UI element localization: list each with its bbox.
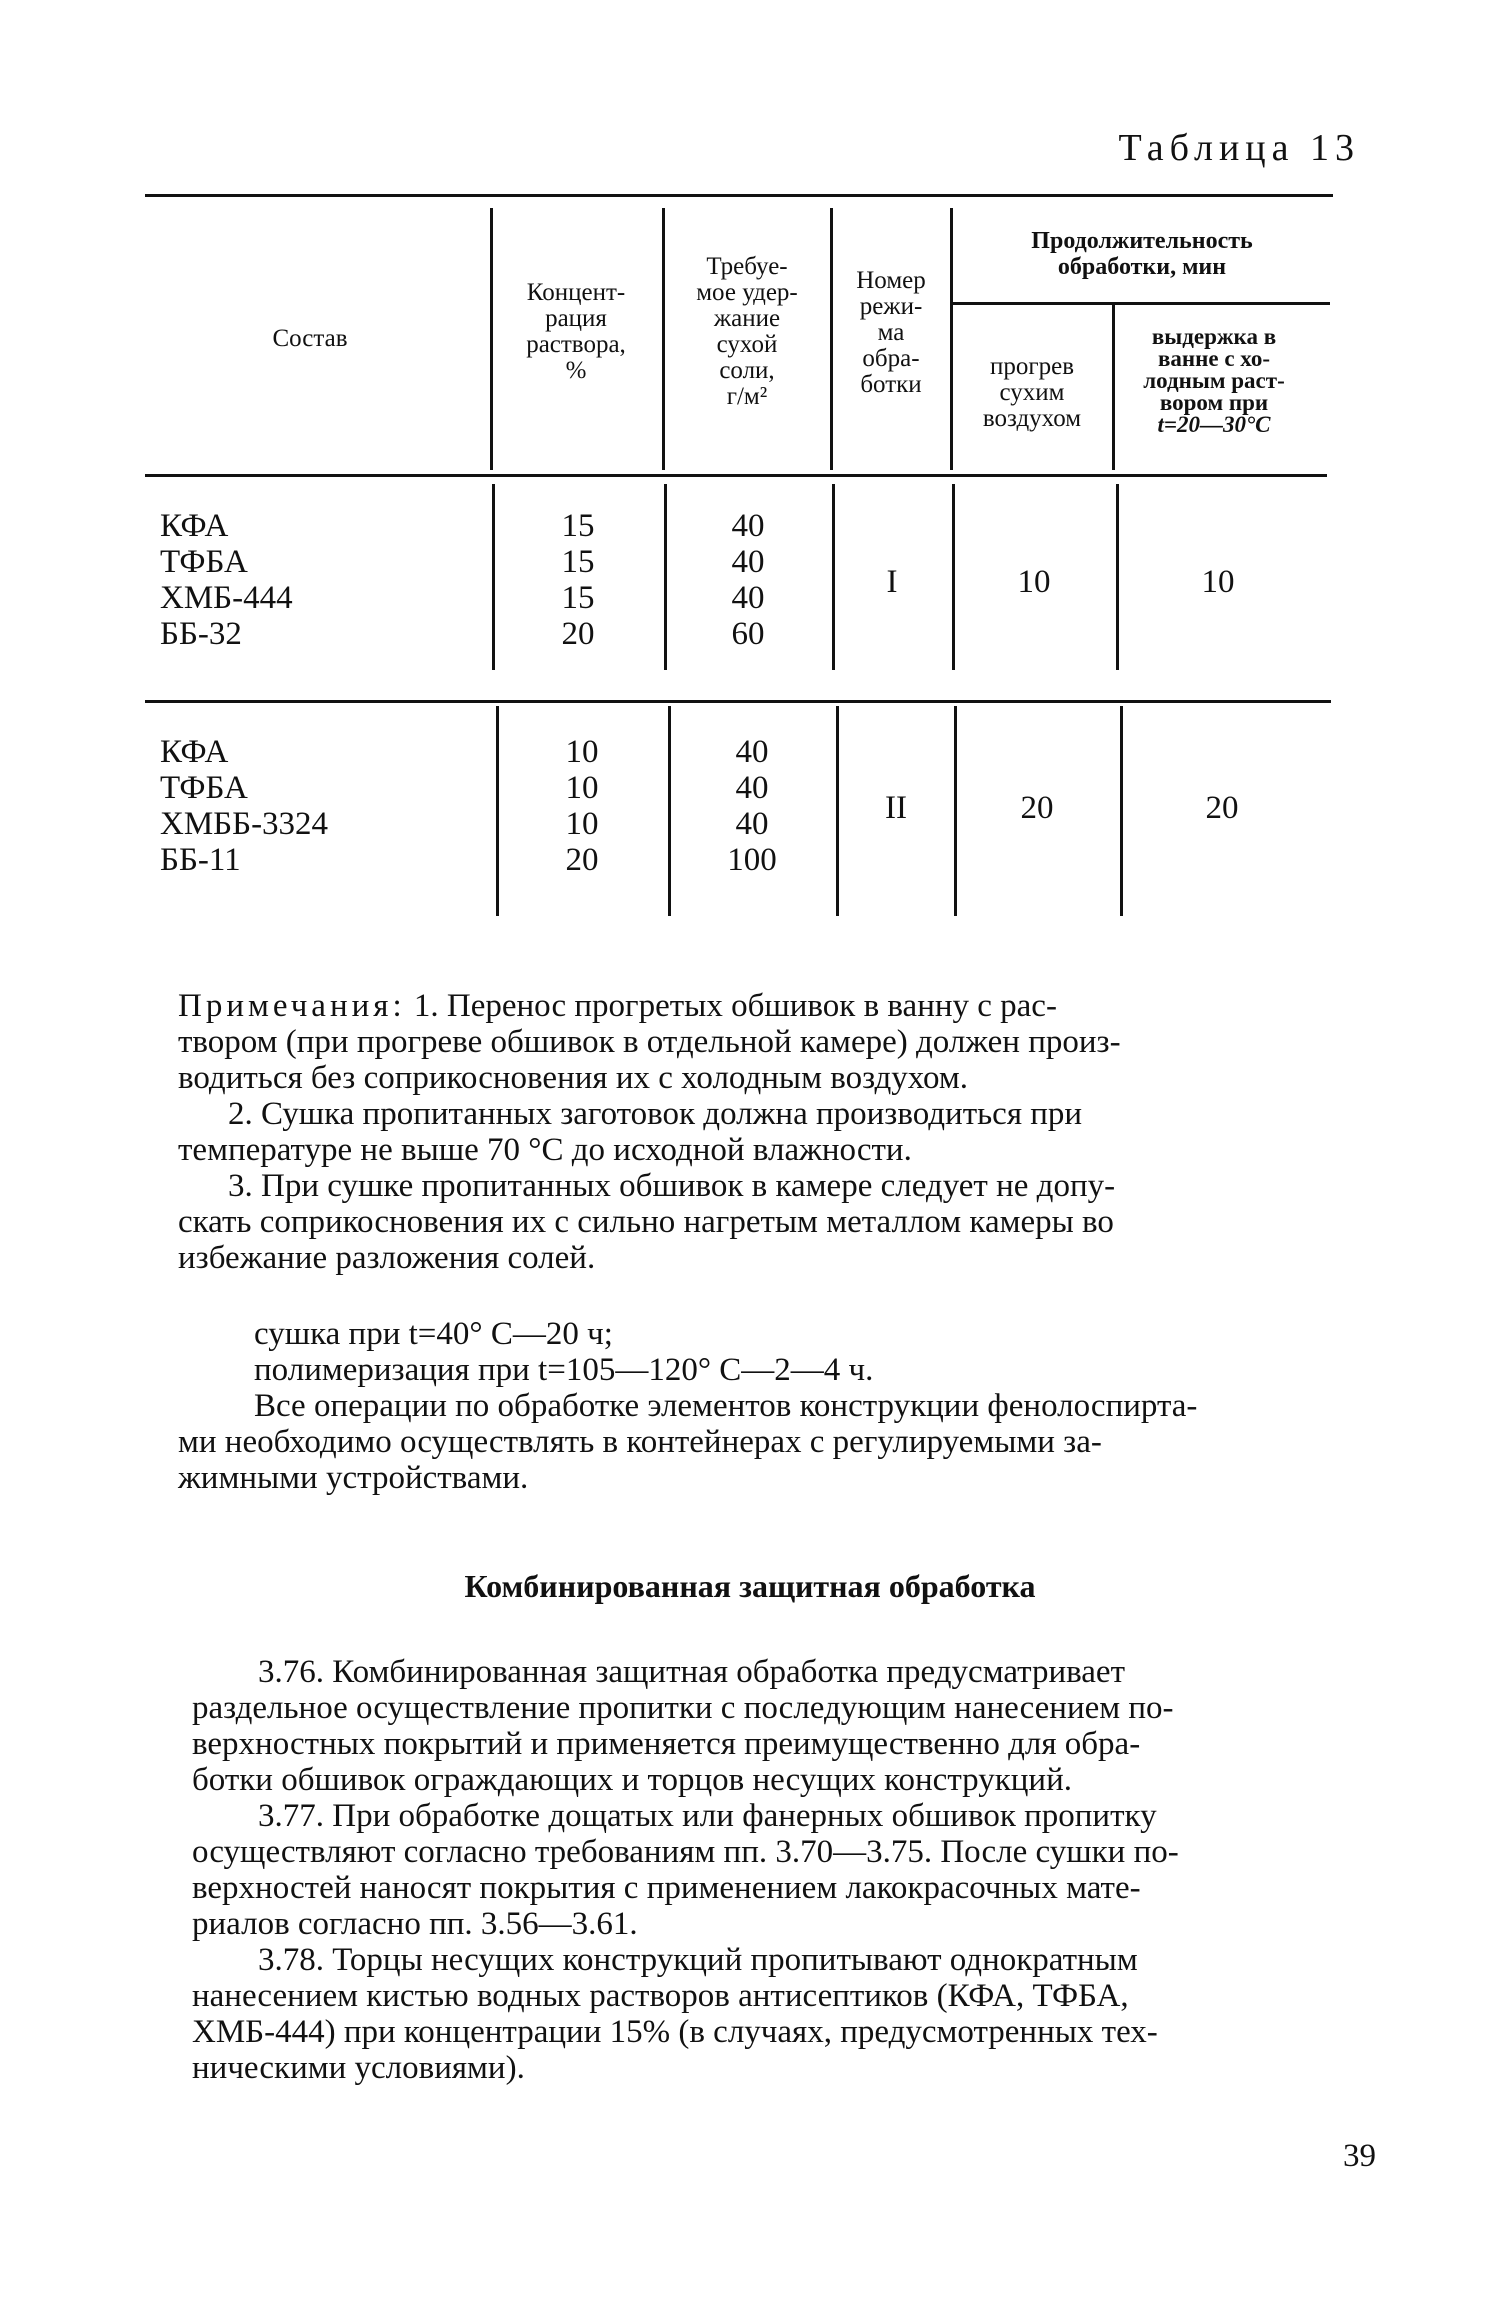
header-mode-line: ботки — [860, 371, 922, 398]
concentration-value: 10 — [565, 734, 599, 770]
composition-name: ТФБА — [160, 544, 248, 580]
group1-col-divider — [492, 484, 495, 670]
header-bath-line: t=20—30°C — [1157, 412, 1271, 437]
retention-value: 40 — [731, 508, 765, 544]
group1-col-divider — [832, 484, 835, 670]
paragraph-line: 3.76. Комбинированная защитная обработка предусматривает — [258, 1654, 1125, 1690]
header-mode-line: режи- — [859, 293, 923, 320]
header-retention-line: г/м² — [726, 383, 768, 410]
group2-concentration — [500, 734, 664, 878]
table-top-rule — [145, 194, 1333, 197]
section-body — [192, 1654, 1360, 2086]
drying-line: жимными устройствами. — [178, 1460, 529, 1496]
group1-col-divider — [1116, 484, 1119, 670]
drying-block — [178, 1316, 1350, 1496]
composition-name: ТФБА — [160, 770, 248, 806]
header-col-divider-3 — [830, 208, 833, 470]
group1-names — [160, 508, 293, 652]
page-number: 39 — [1343, 2138, 1376, 2174]
header-composition: Состав — [272, 325, 348, 352]
header-col-divider-2 — [662, 208, 665, 470]
note-text: 1. Перенос прогретых обшивок в ванну с рас- — [413, 988, 1057, 1024]
group1-heating: 10 — [1017, 564, 1051, 600]
composition-name: ББ-32 — [160, 616, 242, 652]
concentration-value: 20 — [561, 616, 595, 652]
drying-line: Все операции по обработке элементов конструкции фенолоспирта- — [254, 1388, 1198, 1424]
header-duration — [954, 228, 1330, 280]
note-line: водиться без соприкосновения их с холодным воздухом. — [178, 1060, 969, 1096]
group2-col-divider — [836, 706, 839, 916]
concentration-value: 10 — [565, 806, 599, 842]
paragraph-line: ХМБ-444) при концентрации 15% (в случаях, предусмотренных тех- — [192, 2014, 1158, 2050]
header-retention-line: жание — [713, 305, 781, 332]
section-heading: Комбинированная защитная обработка — [464, 1568, 1036, 1604]
duration-subheader-rule — [952, 302, 1330, 305]
group1-retention — [668, 508, 828, 652]
note-line: твором (при прогреве обшивок в отдельной камере) должен произ- — [178, 1024, 1121, 1060]
header-duration-line: Продолжительность — [1031, 228, 1253, 254]
notes-body — [178, 1024, 1350, 1276]
header-concentration — [494, 280, 658, 384]
group2-col-divider — [1120, 706, 1123, 916]
concentration-value: 15 — [561, 580, 595, 616]
header-concentration-line: Концент- — [526, 279, 626, 306]
paragraph-line: риалов согласно пп. 3.56—3.61. — [192, 1906, 638, 1942]
composition-name: ХМБ-444 — [160, 580, 293, 616]
group2-mode: II — [885, 790, 907, 826]
group2-bath: 20 — [1205, 790, 1239, 826]
retention-value: 40 — [731, 580, 765, 616]
header-retention — [666, 254, 828, 410]
paragraph-line: раздельное осуществление пропитки с последующим нанесением по- — [192, 1690, 1174, 1726]
note-line: 2. Сушка пропитанных заготовок должна производиться при — [228, 1096, 1083, 1132]
header-mode-line: обра- — [862, 345, 920, 372]
retention-value: 40 — [735, 770, 769, 806]
header-retention-line: Требуе- — [706, 253, 788, 280]
composition-name: ББ-11 — [160, 842, 241, 878]
paragraph-line: нанесением кистью водных растворов антисептиков (КФА, ТФБА, — [192, 1978, 1129, 2014]
note-line: скать соприкосновения их с сильно нагретым металлом камеры во — [178, 1204, 1114, 1240]
drying-line: полимеризация при t=105—120° С—2—4 ч. — [254, 1352, 874, 1388]
header-bath-line: лодным раст- — [1143, 368, 1285, 393]
table-caption: Таблица 13 — [1118, 127, 1360, 169]
paragraph-line: 3.78. Торцы несущих конструкций пропитывают однократным — [258, 1942, 1138, 1978]
retention-value: 60 — [731, 616, 765, 652]
group1-col-divider — [952, 484, 955, 670]
header-heating-line: прогрев — [989, 353, 1075, 380]
concentration-value: 10 — [565, 770, 599, 806]
group1-bath: 10 — [1201, 564, 1235, 600]
header-col-divider-4 — [950, 208, 953, 470]
header-bath-line: вором при — [1159, 390, 1269, 415]
table-group-rule — [145, 700, 1331, 703]
group2-heating: 20 — [1020, 790, 1054, 826]
header-bath-line: ванне с хо- — [1157, 346, 1271, 371]
note-line: избежание разложения солей. — [178, 1240, 596, 1276]
drying-line: ми необходимо осуществлять в контейнерах с регулируемыми за- — [178, 1424, 1102, 1460]
group2-retention — [672, 734, 832, 878]
header-concentration-line: рация — [545, 305, 607, 332]
paragraph-line: верхностей наносят покрытия с применением лакокрасочных мате- — [192, 1870, 1141, 1906]
table-header-rule — [145, 474, 1327, 477]
concentration-value: 15 — [561, 508, 595, 544]
header-col-divider-1 — [490, 208, 493, 470]
group1-concentration — [496, 508, 660, 652]
notes-block — [178, 988, 1350, 1024]
composition-name: КФА — [160, 508, 229, 544]
group1-col-divider — [664, 484, 667, 670]
header-retention-line: мое удер- — [696, 279, 798, 306]
composition-name: ХМББ-3324 — [160, 806, 329, 842]
paragraph-line: ботки обшивок ограждающих и торцов несущих конструкций. — [192, 1762, 1072, 1798]
group2-names — [160, 734, 328, 878]
retention-value: 40 — [735, 806, 769, 842]
note-line — [178, 988, 1350, 1024]
header-col-divider-5 — [1112, 305, 1115, 470]
group2-col-divider — [496, 706, 499, 916]
group2-col-divider — [668, 706, 671, 916]
header-concentration-line: % — [565, 357, 587, 384]
header-mode — [834, 268, 948, 398]
composition-name: КФА — [160, 734, 229, 770]
header-retention-line: сухой — [716, 331, 778, 358]
note-line: 3. При сушке пропитанных обшивок в камере следует не допу- — [228, 1168, 1116, 1204]
retention-value: 40 — [731, 544, 765, 580]
header-heating-line: воздухом — [982, 405, 1082, 432]
note-line: температуре не выше 70 °С до исходной влажности. — [178, 1132, 912, 1168]
concentration-value: 15 — [561, 544, 595, 580]
header-mode-line: Номер — [856, 267, 926, 294]
header-bath — [1116, 326, 1312, 436]
paragraph-line: 3.77. При обработке дощатых или фанерных обшивок пропитку — [258, 1798, 1157, 1834]
header-duration-line: обработки, мин — [1057, 254, 1227, 280]
group1-mode: I — [886, 564, 898, 600]
header-mode-line: ма — [877, 319, 905, 346]
paragraph-line: ническими условиями). — [192, 2050, 525, 2086]
concentration-value: 20 — [565, 842, 599, 878]
paragraph-line: верхностных покрытий и применяется преимущественно для обра- — [192, 1726, 1141, 1762]
header-bath-line: выдержка в — [1151, 324, 1277, 349]
header-retention-line: соли, — [719, 357, 775, 384]
group2-col-divider — [954, 706, 957, 916]
header-heating-line: сухим — [999, 379, 1065, 406]
retention-value: 40 — [735, 734, 769, 770]
header-heating — [954, 354, 1110, 432]
header-concentration-line: раствора, — [526, 331, 626, 358]
notes-label: Примечания: — [178, 988, 406, 1024]
drying-line: сушка при t=40° С—20 ч; — [254, 1316, 613, 1352]
retention-value: 100 — [727, 842, 777, 878]
paragraph-line: осуществляют согласно требованиям пп. 3.70—3.75. После сушки по- — [192, 1834, 1179, 1870]
